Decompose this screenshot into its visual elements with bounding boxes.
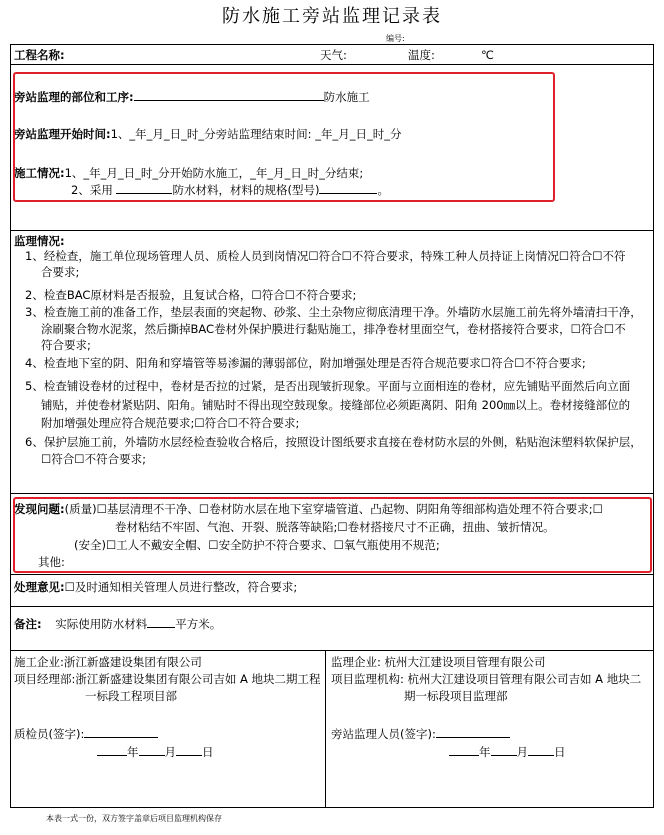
supervision-line: 合要求; [41,265,80,279]
construction-company: 施工企业:浙江新盛建设集团有限公司 [14,655,202,669]
supervision-line: 2、检查BAC原材料是否报验，且复试合格，☐符合☐不符合要求; [25,288,357,302]
area-blank[interactable] [147,615,175,628]
right-day-label: 日 [554,745,566,759]
supervision-line: 4、检查地下室的阴、阳角和穿墙管等易渗漏的薄弱部位，附加增强处理是否符合规范要求☐符合☐不符合要求; [25,356,586,370]
issues-line2: 卷材粘结不牢固、气泡、开裂、脱落等缺陷;☐卷材搭接尺寸不正确，扭曲、皱折情况。 [115,520,555,534]
supervision-org-line1: 项目监理机构: 杭州大江建设项目管理有限公司吉如 A 地块二 [331,672,642,686]
issues-line3: (安全)☐工人不戴安全帽、☐安全防护不符合要求、☐氧气瓶使用不规范; [74,538,440,552]
remarks-text-a: 实际使用防水材料 [55,617,148,631]
left-date-row [97,743,214,760]
rule-after-supervision [11,493,653,494]
construction-line2-a: 2、采用 [71,183,113,197]
construction-line2-b: 防水材料，材料的规格(型号) [172,183,320,197]
supervision-line: 3、检查施工前的准备工作，垫层表面的突起物、砂浆、尘土杂物应彻底清理干净。外墙防水层施工前先将外墙清扫干净， [25,305,642,319]
remarks-text-b: 平方米。 [175,617,222,631]
right-month-blank[interactable] [491,743,517,756]
construction-label: 施工情况: [14,166,65,180]
supervision-line: 涂刷聚合物水泥浆，然后撕掉BAC卷材外保护膜进行黏贴施工，排净卷材里面空气，卷材搭接符合要求，☐符合☐不 [41,322,626,336]
rule-after-project [11,64,653,65]
rule-after-issues [11,574,653,575]
temperature-unit: ℃ [481,48,494,62]
supervision-company: 监理企业: 杭州大江建设项目管理有限公司 [331,655,546,669]
remarks-label: 备注: [14,617,42,631]
form-title: 防水施工旁站监理记录表 [222,6,442,27]
supervision-line: 1、经检查，施工单位现场管理人员、质检人员到岗情况☐符合☐不符合要求，特殊工种人员持证上岗情况☐符合☐不符 [25,249,626,263]
left-month-label: 月 [164,745,176,759]
right-date-row [449,743,566,760]
right-day-blank[interactable] [528,743,554,756]
highlight-box-issues [13,497,652,573]
supervision-line: 附加增强处理应符合规范要求;☐符合☐不符合要求; [41,416,300,430]
inspector-signature-field[interactable] [84,725,158,738]
start-time-label: 旁站监理开始时间: [14,127,111,141]
rule-after-handling [11,606,653,607]
construction-line1: 1、_年_月_日_时_分开始防水施工，_年_月_日_时_分结束; [64,166,364,180]
highlight-box-top [13,72,555,202]
footer-note: 本表一式一份，双方签字盖章后项目监理机构保存 [46,814,222,823]
issues-label: 发现问题: [14,502,65,516]
supervision-label: 监理情况: [14,234,65,248]
supervisor-signature-field[interactable] [436,725,510,738]
supervision-org-line2: 期一标段项目监理部 [404,689,508,703]
handling-label: 处理意见: [14,580,65,594]
remarks-row [14,615,221,632]
supervision-line: ☐符合☐不符合要求; [41,452,146,466]
supervision-line: 铺贴，并使卷材紧贴阴、阳角。铺贴时不得出现空鼓现象。接缝部位必须距离阴、阳角 200㎜以上。卷材接缝部位的 [41,398,631,412]
right-year-blank[interactable] [449,743,479,756]
issues-other-label: 其他: [38,555,65,569]
temperature-label: 温度: [408,48,435,62]
supervision-line: 6、保护层施工前，外墙防水层经检查验收合格后，按照设计图纸要求直接在卷材防水层的外侧，粘贴泡沫塑料软保护层， [25,435,642,449]
left-month-blank[interactable] [139,743,165,756]
project-dept-line1: 项目经理部:浙江新盛建设集团有限公司吉如 A 地块二期工程 [14,672,321,686]
rule-after-remarks [11,650,653,651]
supervisor-sign-label: 旁站监理人员(签字): [331,727,436,741]
right-month-label: 月 [516,745,528,759]
handling-row [14,579,297,595]
construction-line2-c: 。 [377,183,389,197]
inspector-sign-label: 质检员(签字): [14,727,85,741]
serial-number-label: 编号: [386,34,405,43]
left-year-label: 年 [127,745,139,759]
supervisor-sign-row [331,725,510,742]
project-name-label: 工程名称: [14,48,65,62]
supervision-line: 符合要求; [41,338,91,352]
right-year-label: 年 [479,745,491,759]
weather-label: 天气: [320,48,347,62]
location-value: 防水施工 [323,90,370,104]
supervision-line: 5、检查铺设卷材的过程中，卷材是否拉的过紧，是否出现皱折现象。平面与立面相连的卷材，应先铺贴平面然后向立面 [25,379,631,393]
rule-after-top-section [11,230,653,231]
inspector-sign-row [14,725,158,742]
left-day-blank[interactable] [176,743,202,756]
left-day-label: 日 [202,745,214,759]
issues-line1: (质量)☐基层清理不干净、☐卷材防水层在地下室穿墙管道、凸起物、阴阳角等细部构造处理不符合要求;☐ [64,502,603,516]
column-divider [325,650,326,808]
location-label: 旁站监理的部位和工序: [14,90,134,104]
left-year-blank[interactable] [97,743,127,756]
handling-text: ☐及时通知相关管理人员进行整改，符合要求; [64,580,298,594]
start-time-value: 1、_年_月_日_时_分旁站监理结束时间: _年_月_日_时_分 [110,127,402,141]
project-dept-line2: 一标段工程项目部 [85,689,177,703]
